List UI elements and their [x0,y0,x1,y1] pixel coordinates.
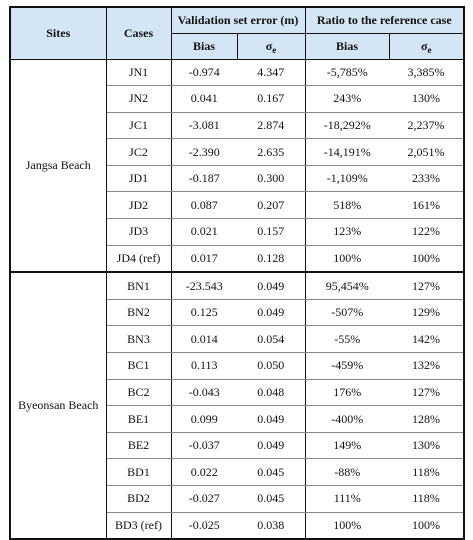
ratio-sigma-cell: 161% [389,192,464,219]
bias-cell: 0.113 [171,353,237,380]
bias-cell: -0.187 [171,165,237,192]
case-cell: JD3 [106,219,171,246]
case-cell: BC1 [106,353,171,380]
bias-cell: -2.390 [171,139,237,166]
case-cell: BD2 [106,486,171,513]
ratio-sigma-cell: 142% [389,326,464,353]
case-cell: BC2 [106,379,171,406]
ratio-sigma-cell: 100% [389,245,464,272]
bias-cell: 0.021 [171,219,237,246]
sigma-cell: 0.049 [237,272,305,299]
ratio-bias-cell: -5,785% [305,59,389,86]
bias-cell: -23.543 [171,272,237,299]
sigma-cell: 0.049 [237,432,305,459]
sigma-cell: 0.050 [237,353,305,380]
bias-cell: 0.041 [171,86,237,113]
bias-cell: 0.022 [171,459,237,486]
sigma-cell: 0.157 [237,219,305,246]
header-sigma: $\sigma_e$ [237,33,305,59]
sigma-cell: 0.038 [237,512,305,539]
case-cell: BN2 [106,299,171,326]
header-sites: Sites [10,7,106,59]
ratio-bias-cell: 176% [305,379,389,406]
ratio-sigma-cell: 3,385% [389,59,464,86]
ratio-bias-cell: 123% [305,219,389,246]
case-cell: JN2 [106,86,171,113]
site-name: Byeonsan Beach [10,272,106,539]
ratio-bias-cell: -507% [305,299,389,326]
ratio-bias-cell: 111% [305,486,389,513]
bias-cell: 0.125 [171,299,237,326]
sigma-cell: 0.167 [237,86,305,113]
case-cell: BD1 [106,459,171,486]
case-cell: BN1 [106,272,171,299]
sigma-cell: 0.045 [237,486,305,513]
header-cases: Cases [106,7,171,59]
case-cell: BE2 [106,432,171,459]
ratio-sigma-cell: 130% [389,432,464,459]
ratio-sigma-cell: 127% [389,272,464,299]
case-cell: JC1 [106,112,171,139]
ratio-bias-cell: -400% [305,406,389,433]
bias-cell: -0.025 [171,512,237,539]
header-ratio-to-reference: Ratio to the reference case [305,7,464,33]
sigma-cell: 2.635 [237,139,305,166]
bias-cell: -3.081 [171,112,237,139]
table-row [10,59,464,86]
ratio-sigma-cell: 2,237% [389,112,464,139]
case-cell: BE1 [106,406,171,433]
case-cell: JD4 (ref) [106,245,171,272]
header-validation-set-error: Validation set error (m) [171,7,305,33]
case-cell: JD1 [106,165,171,192]
header-ratio-sigma: $\sigma_e$ [389,33,464,59]
ratio-bias-cell: -1,109% [305,165,389,192]
ratio-sigma-cell: 118% [389,459,464,486]
ratio-sigma-cell: 233% [389,165,464,192]
sigma-cell: 0.300 [237,165,305,192]
case-cell: JC2 [106,139,171,166]
bias-cell: 0.017 [171,245,237,272]
case-cell: JN1 [106,59,171,86]
sigma-cell: 0.054 [237,326,305,353]
ratio-bias-cell: -14,191% [305,139,389,166]
validation-error-table [9,6,465,540]
sigma-cell: 4.347 [237,59,305,86]
ratio-bias-cell: -88% [305,459,389,486]
sigma-cell: 0.207 [237,192,305,219]
header-row-1 [10,7,464,33]
ratio-sigma-cell: 122% [389,219,464,246]
site-name: Jangsa Beach [10,59,106,272]
ratio-sigma-cell: 100% [389,512,464,539]
sigma-cell: 0.128 [237,245,305,272]
sigma-cell: 0.049 [237,406,305,433]
bias-cell: -0.037 [171,432,237,459]
ratio-bias-cell: 95,454% [305,272,389,299]
ratio-sigma-cell: 129% [389,299,464,326]
case-cell: BN3 [106,326,171,353]
ratio-bias-cell: 100% [305,245,389,272]
case-cell: BD3 (ref) [106,512,171,539]
sigma-cell: 2.874 [237,112,305,139]
table-container [9,6,465,540]
ratio-bias-cell: 149% [305,432,389,459]
ratio-sigma-cell: 128% [389,406,464,433]
table-body [10,59,464,539]
sigma-cell: 0.048 [237,379,305,406]
ratio-sigma-cell: 118% [389,486,464,513]
ratio-sigma-cell: 132% [389,353,464,380]
ratio-bias-cell: 518% [305,192,389,219]
header-ratio-bias: Bias [305,33,389,59]
header-bias: Bias [171,33,237,59]
sigma-cell: 0.049 [237,299,305,326]
case-cell: JD2 [106,192,171,219]
table-row [10,272,464,299]
bias-cell: -0.027 [171,486,237,513]
sigma-cell: 0.045 [237,459,305,486]
ratio-bias-cell: -459% [305,353,389,380]
ratio-sigma-cell: 2,051% [389,139,464,166]
bias-cell: -0.043 [171,379,237,406]
bias-cell: -0.974 [171,59,237,86]
ratio-bias-cell: 100% [305,512,389,539]
bias-cell: 0.099 [171,406,237,433]
bias-cell: 0.087 [171,192,237,219]
ratio-bias-cell: -55% [305,326,389,353]
ratio-bias-cell: -18,292% [305,112,389,139]
bias-cell: 0.014 [171,326,237,353]
ratio-sigma-cell: 130% [389,86,464,113]
ratio-bias-cell: 243% [305,86,389,113]
ratio-sigma-cell: 127% [389,379,464,406]
